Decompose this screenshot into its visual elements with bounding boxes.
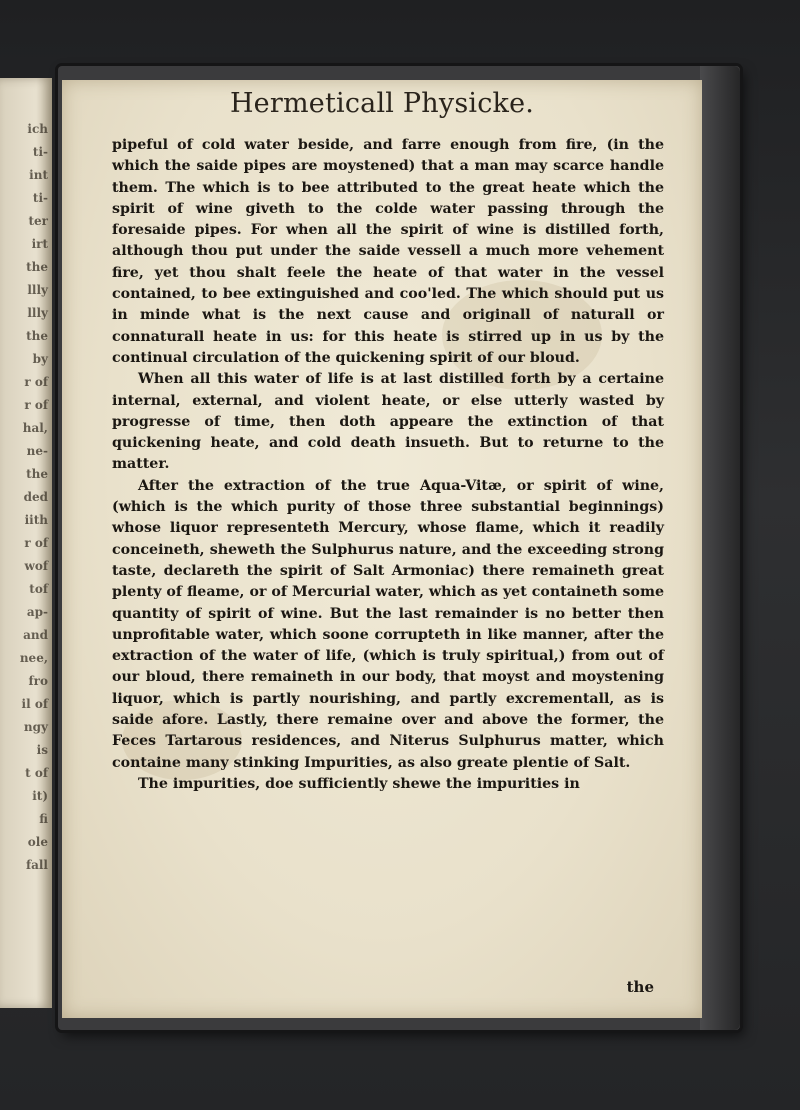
running-header: Hermeticall Physicke.	[229, 88, 535, 119]
facing-page-fragment: and	[23, 628, 48, 642]
facing-page-fragment: ter	[28, 214, 48, 228]
facing-page-fragment: hal,	[22, 421, 48, 435]
facing-page-fragment: llly	[27, 306, 48, 320]
facing-page-fragment: t of	[25, 766, 48, 780]
facing-page-fragment: ne-	[26, 444, 48, 458]
facing-page-fragment: ole	[27, 835, 48, 849]
facing-page-fragment: the	[26, 467, 48, 481]
facing-page-fragment: nee,	[19, 651, 48, 665]
facing-page-fragment: fall	[25, 858, 48, 872]
facing-page-fragment: irt	[31, 237, 48, 251]
facing-page-fragment: tof	[29, 582, 48, 596]
book-page	[62, 80, 702, 1018]
paragraph: The impurities, doe sufficiently shewe the impurities in	[138, 775, 580, 792]
paragraph: When all this water of life is at last distilled forth by a certaine internal, external, and violent heate, or else utterly wasted by progresse of time, then doth appeare the extinction of that quickening heate, and cold death insueth. But to returne to the matter.	[112, 371, 664, 473]
facing-page-fragment: r of	[24, 375, 48, 389]
paragraph: After the extraction of the true Aqua-Vitæ, or spirit of wine, (which is the which purity of those three substantial beginnings) whose liquor representeth Mercury, whose flame, which it readily conceineth, sheweth the Sulphurus nature, and the exceeding strong taste, declareth the spirit of Salt Armoniac) there remaineth great plenty of fleame, or of Mercurial water, which as yet containeth some quantity of spirit of wine. But the last remainder is no better then unprofitable water, which soone corrupteth in like manner, after the extraction of the water of life, (which is truly spiritual,) from out of our bloud, there remaineth in our body, that moyst and moystening liquor, which is partly nourishing, and partly excrementall, as is saide afore. Lastly, there remaine over and above the former, the Feces Tartarous residences, and Niterus Sulphurus matter, which containe many stinking Impurities, as also greate plentie of Salt.	[112, 477, 664, 771]
facing-page-fragment: it)	[32, 789, 48, 803]
facing-page-fragment: ich	[27, 122, 48, 136]
facing-page-fragment: llly	[27, 283, 48, 297]
facing-page-fragment: r of	[24, 398, 48, 412]
facing-page-fragment: ngy	[23, 720, 48, 734]
page-body	[112, 135, 664, 795]
book-cover-edge	[700, 66, 740, 1030]
facing-page-fragment: fro	[28, 674, 48, 688]
facing-page-fragment: is	[36, 743, 48, 757]
facing-page-fragment: the	[26, 260, 48, 274]
catchword: the	[626, 978, 654, 996]
facing-page-fragment: fi	[39, 812, 48, 826]
facing-page-fragment: ti-	[32, 191, 48, 205]
paragraph: pipeful of cold water beside, and farre enough from fire, (in the which the saide pipes are moystened) that a man may scarce handle them. The which is to bee attributed to the great heate which the spirit of wine giveth to the colde water passing through the foresaide pipes. For when all the spirit of wine is distilled forth, although thou put under the saide vessell a much more vehement fire, yet thou shalt feele the heate of that water in the vessel contained, to bee extinguished and coo'led. The which should put us in minde what is the next cause and originall of naturall or connaturall heate in us: for this heate is stirred up in us by the continual circulation of the quickening spirit of our bloud.	[112, 137, 664, 366]
facing-page-fragment: the	[26, 329, 48, 343]
facing-page-fragment: il of	[21, 697, 48, 711]
facing-page-fragment: r of	[24, 536, 48, 550]
facing-page-fragment: wof	[24, 559, 48, 573]
facing-page-fragment: int	[29, 168, 48, 182]
facing-page-text	[0, 118, 52, 877]
facing-page-fragment: by	[32, 352, 48, 366]
facing-page-fragment: ded	[23, 490, 48, 504]
facing-page-fragment: iith	[24, 513, 48, 527]
facing-page	[0, 78, 52, 1008]
facing-page-fragment: ti-	[32, 145, 48, 159]
facing-page-fragment: ap-	[26, 605, 48, 619]
